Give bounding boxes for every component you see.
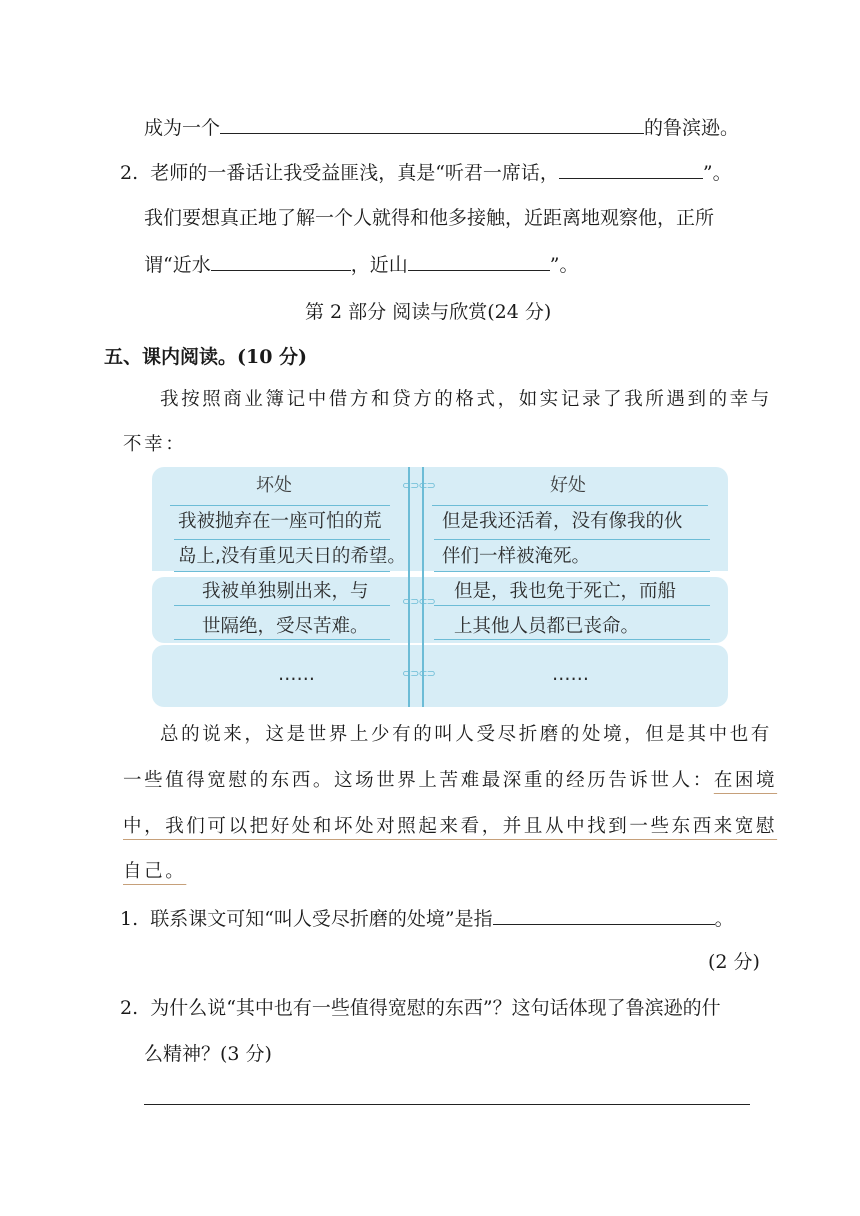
item-number: 1.	[120, 908, 139, 930]
answer-line[interactable]	[144, 1104, 750, 1105]
q4-item2-close: ”。	[702, 162, 732, 184]
question-text: 为什么说“其中也有一些值得宽慰的东西”？这句话体现了鲁滨逊的什	[150, 997, 721, 1019]
binder-ring-icon: ⊂⊃⊂⊃	[402, 667, 435, 680]
item-number: 2.	[120, 997, 139, 1019]
passage-para1-line1: 我按照商业簿记中借方和贷方的格式，如实记录了我所遇到的幸与	[160, 389, 772, 410]
table-header-good: 好处	[550, 475, 586, 496]
answer-blank[interactable]	[493, 904, 715, 925]
table-cell-good: ……	[552, 664, 589, 685]
section-heading: 五、课内阅读。(10 分)	[104, 346, 308, 368]
question-1: 1. 联系课文可知“叫人受尽折磨的处境”是指 。	[120, 904, 734, 933]
passage-para1-line2: 不幸：	[123, 434, 187, 455]
q4-item2-text: 老师的一番话让我受益匪浅，真是“听君一席话，	[150, 162, 559, 184]
passage-para2-line2: 一些值得宽慰的东西。这场世界上苦难最深重的经历告诉世人：在困境	[123, 770, 778, 791]
answer-blank[interactable]	[211, 250, 351, 271]
q4-line1	[144, 113, 739, 142]
table-cell-bad: ……	[278, 664, 315, 685]
q4-item2	[120, 158, 732, 187]
answer-blank[interactable]	[559, 158, 703, 179]
binder-ring-icon: ⊂⊃⊂⊃	[402, 595, 435, 608]
table-row-band	[152, 645, 728, 707]
table-cell-good: 但是我还活着，没有像我的伙 伴们一样被淹死。	[442, 511, 683, 567]
q4-line4-c: ”。	[549, 254, 579, 276]
question-2	[120, 994, 721, 1022]
q4-line4-b: ，近山	[350, 254, 408, 276]
answer-blank[interactable]	[220, 113, 644, 134]
q4-line4	[144, 250, 578, 279]
item-number: 2.	[120, 162, 139, 184]
binder-ring-icon: ⊂⊃⊂⊃	[402, 479, 435, 492]
q4-line4-a: 谓“近水	[144, 254, 211, 276]
table-header-bad: 坏处	[256, 475, 292, 496]
q4-line1-post: 的鲁滨逊。	[644, 117, 740, 139]
passage-para2-line4: 自己。	[123, 861, 187, 882]
table-header-band	[152, 467, 728, 505]
table-cell-bad: 我被单独剔出来，与 世隔绝，受尽苦难。	[202, 581, 369, 637]
points-label: (2 分)	[708, 951, 760, 973]
q4-line3: 我们要想真正地了解一个人就得和他多接触，近距离地观察他，正所	[144, 207, 715, 229]
passage-para2-line3: 中，我们可以把好处和坏处对照起来看，并且从中找到一些东西来宽慰	[123, 816, 778, 837]
q4-line1-pre: 成为一个	[144, 117, 221, 139]
underlined-sentence: 在困境	[713, 770, 778, 791]
part-title: 第 2 部分 阅读与欣赏(24 分)	[305, 301, 552, 323]
question-2-line2: 么精神？(3 分)	[144, 1043, 272, 1065]
question-text: 联系课文可知“叫人受尽折磨的处境”是指	[150, 908, 493, 930]
passage-para2-line1: 总的说来，这是世界上少有的叫人受尽折磨的处境，但是其中也有	[160, 724, 772, 745]
ledger-table	[152, 467, 728, 707]
answer-blank[interactable]	[408, 250, 550, 271]
table-cell-good: 但是，我也免于死亡，而船 上其他人员都已丧命。	[454, 581, 677, 637]
table-cell-bad: 我被抛弃在一座可怕的荒 岛上,没有重见天日的希望。	[178, 511, 406, 567]
